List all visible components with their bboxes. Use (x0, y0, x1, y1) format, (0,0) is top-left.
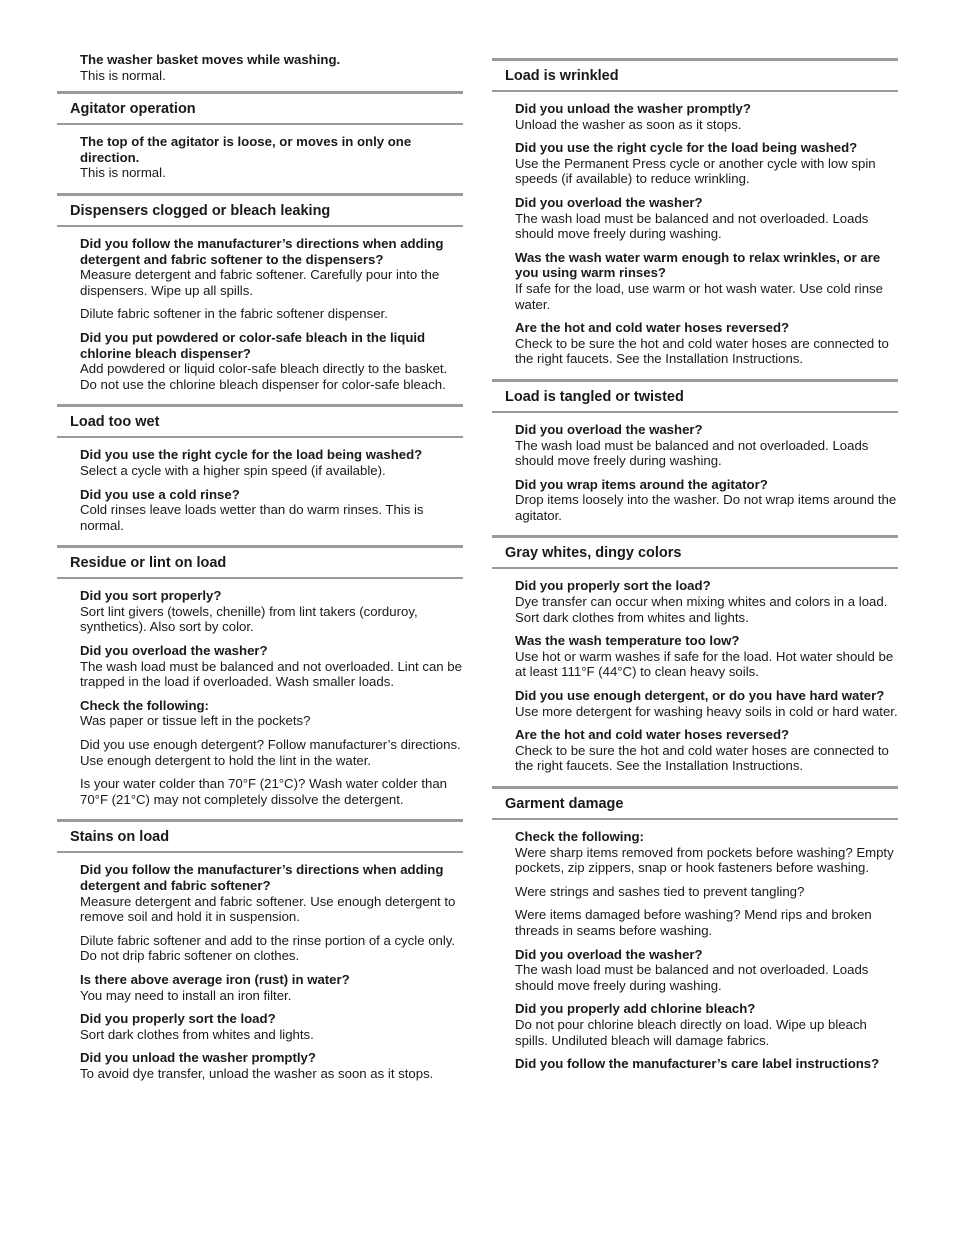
troubleshooting-item (57, 236, 463, 298)
item-answer: Add powdered or liquid color-safe bleach directly to the basket. Do not use the chlorine bleach dispenser for color-safe bleach. (80, 361, 448, 392)
troubleshooting-item (492, 1001, 898, 1048)
item-answer: Use the Permanent Press cycle or another cycle with low spin speeds (if available) to reduce wrinkling. (515, 155, 876, 187)
item-question: Are the hot and cold water hoses reversed? (515, 320, 790, 336)
troubleshooting-section (492, 786, 898, 1072)
troubleshooting-item (57, 1050, 463, 1081)
troubleshooting-section (492, 379, 898, 524)
item-answer: Sort lint givers (towels, chenille) from lint takers (corduroy, synthetics). Also sort by color. (80, 603, 418, 635)
item-answer: Measure detergent and fabric softener. Use enough detergent to remove soil and hold it in suspension. (80, 893, 456, 925)
item-question: Did you overload the washer? (515, 194, 703, 210)
troubleshooting-section (492, 535, 898, 774)
item-answer: Select a cycle with a higher spin speed (if available). (80, 462, 386, 478)
troubleshooting-item (492, 140, 898, 187)
item-answer: Sort dark clothes from whites and lights. (80, 1026, 314, 1042)
troubleshooting-item (492, 884, 898, 900)
troubleshooting-item (57, 306, 463, 322)
item-question: Was the wash temperature too low? (515, 633, 740, 649)
troubleshooting-item (57, 330, 463, 392)
troubleshooting-item (492, 947, 898, 994)
troubleshooting-item (57, 776, 463, 807)
troubleshooting-item (57, 737, 463, 768)
item-answer: Cold rinses leave loads wetter than do warm rinses. This is normal. (80, 502, 424, 533)
item-question: Did you overload the washer? (515, 946, 703, 962)
item-question: Did you use a cold rinse? (80, 486, 240, 502)
intro-item (57, 50, 463, 83)
item-answer: Dilute fabric softener and add to the rinse portion of a cycle only. Do not drip fabric softener on clothes. (80, 932, 456, 964)
troubleshooting-section (57, 545, 463, 807)
section-heading: Gray whites, dingy colors (492, 535, 898, 569)
item-question: Are the hot and cold water hoses reversed? (515, 727, 790, 743)
item-question: Did you use enough detergent, or do you have hard water? (515, 688, 885, 704)
troubleshooting-item (492, 477, 898, 524)
troubleshooting-item (57, 487, 463, 534)
item-answer: Dilute fabric softener in the fabric softener dispenser. (80, 306, 388, 322)
section-heading: Garment damage (492, 786, 898, 820)
item-question: Did you follow the manufacturer’s directions when adding detergent and fabric softener to the dispensers? (80, 235, 444, 267)
item-answer: Check to be sure the hot and cold water hoses are connected to the right faucets. See the Installation Instructions. (515, 742, 889, 774)
item-answer: Were sharp items removed from pockets before washing? Empty pockets, zip zippers, snap or hook fasteners before washing. (515, 844, 894, 876)
item-answer: The wash load must be balanced and not overloaded. Loads should move freely during washing. (515, 437, 869, 469)
troubleshooting-item (492, 829, 898, 876)
troubleshooting-item (492, 422, 898, 469)
section-heading: Dispensers clogged or bleach leaking (57, 193, 463, 227)
item-question: Is there above average iron (rust) in water? (80, 971, 350, 987)
item-question: Did you properly sort the load? (80, 1011, 276, 1027)
item-answer: If safe for the load, use warm or hot wash water. Use cold rinse water. (515, 280, 883, 312)
troubleshooting-item (57, 447, 463, 478)
item-answer: Measure detergent and fabric softener. Carefully pour into the dispensers. Wipe up all spills. (80, 267, 440, 298)
troubleshooting-item (492, 101, 898, 132)
item-question: Did you use the right cycle for the load being washed? (80, 447, 423, 463)
item-question: Did you overload the washer? (80, 643, 268, 659)
section-heading: Load too wet (57, 404, 463, 438)
troubleshooting-item (492, 907, 898, 938)
item-question: The top of the agitator is loose, or moves in only one direction. (80, 134, 412, 165)
item-answer: The wash load must be balanced and not overloaded. Loads should move freely during washing. (515, 962, 869, 993)
troubleshooting-item (492, 578, 898, 625)
troubleshooting-item (57, 643, 463, 690)
item-question: The washer basket moves while washing. (80, 52, 341, 67)
troubleshooting-item (57, 862, 463, 924)
item-question: Did you follow the manufacturer’s care label instructions? (515, 1056, 880, 1072)
item-answer: Drop items loosely into the washer. Do not wrap items around the agitator. (515, 492, 897, 523)
item-answer: Were items damaged before washing? Mend rips and broken threads in seams before washing. (515, 907, 872, 938)
section-heading: Stains on load (57, 819, 463, 853)
item-answer: Is your water colder than 70°F (21°C)? Wash water colder than 70°F (21°C) may not completely dissolve the detergent. (80, 776, 448, 807)
item-answer: Did you use enough detergent? Follow manufacturer’s directions. Use enough detergent to hold the lint in the water. (80, 737, 461, 768)
troubleshooting-item (492, 688, 898, 719)
troubleshooting-section (57, 193, 463, 392)
item-question: Check the following: (515, 829, 644, 844)
item-answer: To avoid dye transfer, unload the washer as soon as it stops. (80, 1065, 434, 1081)
item-question: Did you wrap items around the agitator? (515, 476, 768, 492)
troubleshooting-item (57, 933, 463, 964)
section-heading: Residue or lint on load (57, 545, 463, 579)
item-answer: This is normal. (80, 165, 166, 181)
item-question: Did you sort properly? (80, 588, 222, 604)
troubleshooting-item (492, 195, 898, 242)
troubleshooting-section (57, 819, 463, 1081)
item-question: Did you overload the washer? (515, 421, 703, 437)
left-column (57, 50, 463, 1094)
troubleshooting-item (57, 972, 463, 1003)
troubleshooting-section (57, 91, 463, 181)
item-answer: Use hot or warm washes if safe for the load. Hot water should be at least 111°F (44°C) to clean heavy soils. (515, 648, 894, 680)
item-answer: The wash load must be balanced and not overloaded. Lint can be trapped in the load if overloaded. Wash smaller loads. (80, 658, 462, 690)
troubleshooting-item (492, 250, 898, 312)
troubleshooting-item (57, 698, 463, 729)
item-question: Did you properly add chlorine bleach? (515, 1001, 756, 1017)
troubleshooting-section (57, 404, 463, 533)
section-heading: Load is tangled or twisted (492, 379, 898, 413)
section-heading: Agitator operation (57, 91, 463, 125)
item-answer: Unload the washer as soon as it stops. (515, 116, 742, 132)
item-answer: Use more detergent for washing heavy soils in cold or hard water. (515, 703, 898, 719)
item-question: Did you unload the washer promptly? (80, 1050, 316, 1066)
item-question: Did you unload the washer promptly? (515, 101, 751, 116)
item-question: Did you use the right cycle for the load being washed? (515, 140, 858, 156)
item-answer: Dye transfer can occur when mixing whites and colors in a load. Sort dark clothes from whites and lights. (515, 594, 888, 625)
item-question: Was the wash water warm enough to relax wrinkles, or are you using warm rinses? (515, 249, 881, 281)
troubleshooting-item (57, 134, 463, 181)
item-question: Did you follow the manufacturer’s directions when adding detergent and fabric softener? (80, 862, 444, 893)
item-answer: Were strings and sashes tied to prevent tangling? (515, 883, 805, 899)
item-answer: This is normal. (80, 67, 166, 83)
item-answer: Do not pour chlorine bleach directly on load. Wipe up bleach spills. Undiluted bleach will damage fabrics. (515, 1016, 867, 1048)
item-answer: You may need to install an iron filter. (80, 987, 292, 1003)
troubleshooting-item (57, 1011, 463, 1042)
troubleshooting-section (492, 58, 898, 367)
item-question: Did you put powdered or color-safe bleach in the liquid chlorine bleach dispenser? (80, 329, 426, 361)
right-column (492, 50, 898, 1084)
troubleshooting-item (492, 633, 898, 680)
item-answer: Check to be sure the hot and cold water hoses are connected to the right faucets. See the Installation Instructions. (515, 335, 889, 367)
section-heading: Load is wrinkled (492, 58, 898, 92)
troubleshooting-item (492, 320, 898, 367)
troubleshooting-item (492, 1056, 898, 1072)
troubleshooting-item (492, 727, 898, 774)
item-answer: Was paper or tissue left in the pockets? (80, 713, 311, 729)
item-question: Did you properly sort the load? (515, 578, 711, 594)
item-answer: The wash load must be balanced and not overloaded. Loads should move freely during washing. (515, 210, 869, 242)
troubleshooting-item (57, 588, 463, 635)
item-question: Check the following: (80, 697, 209, 713)
